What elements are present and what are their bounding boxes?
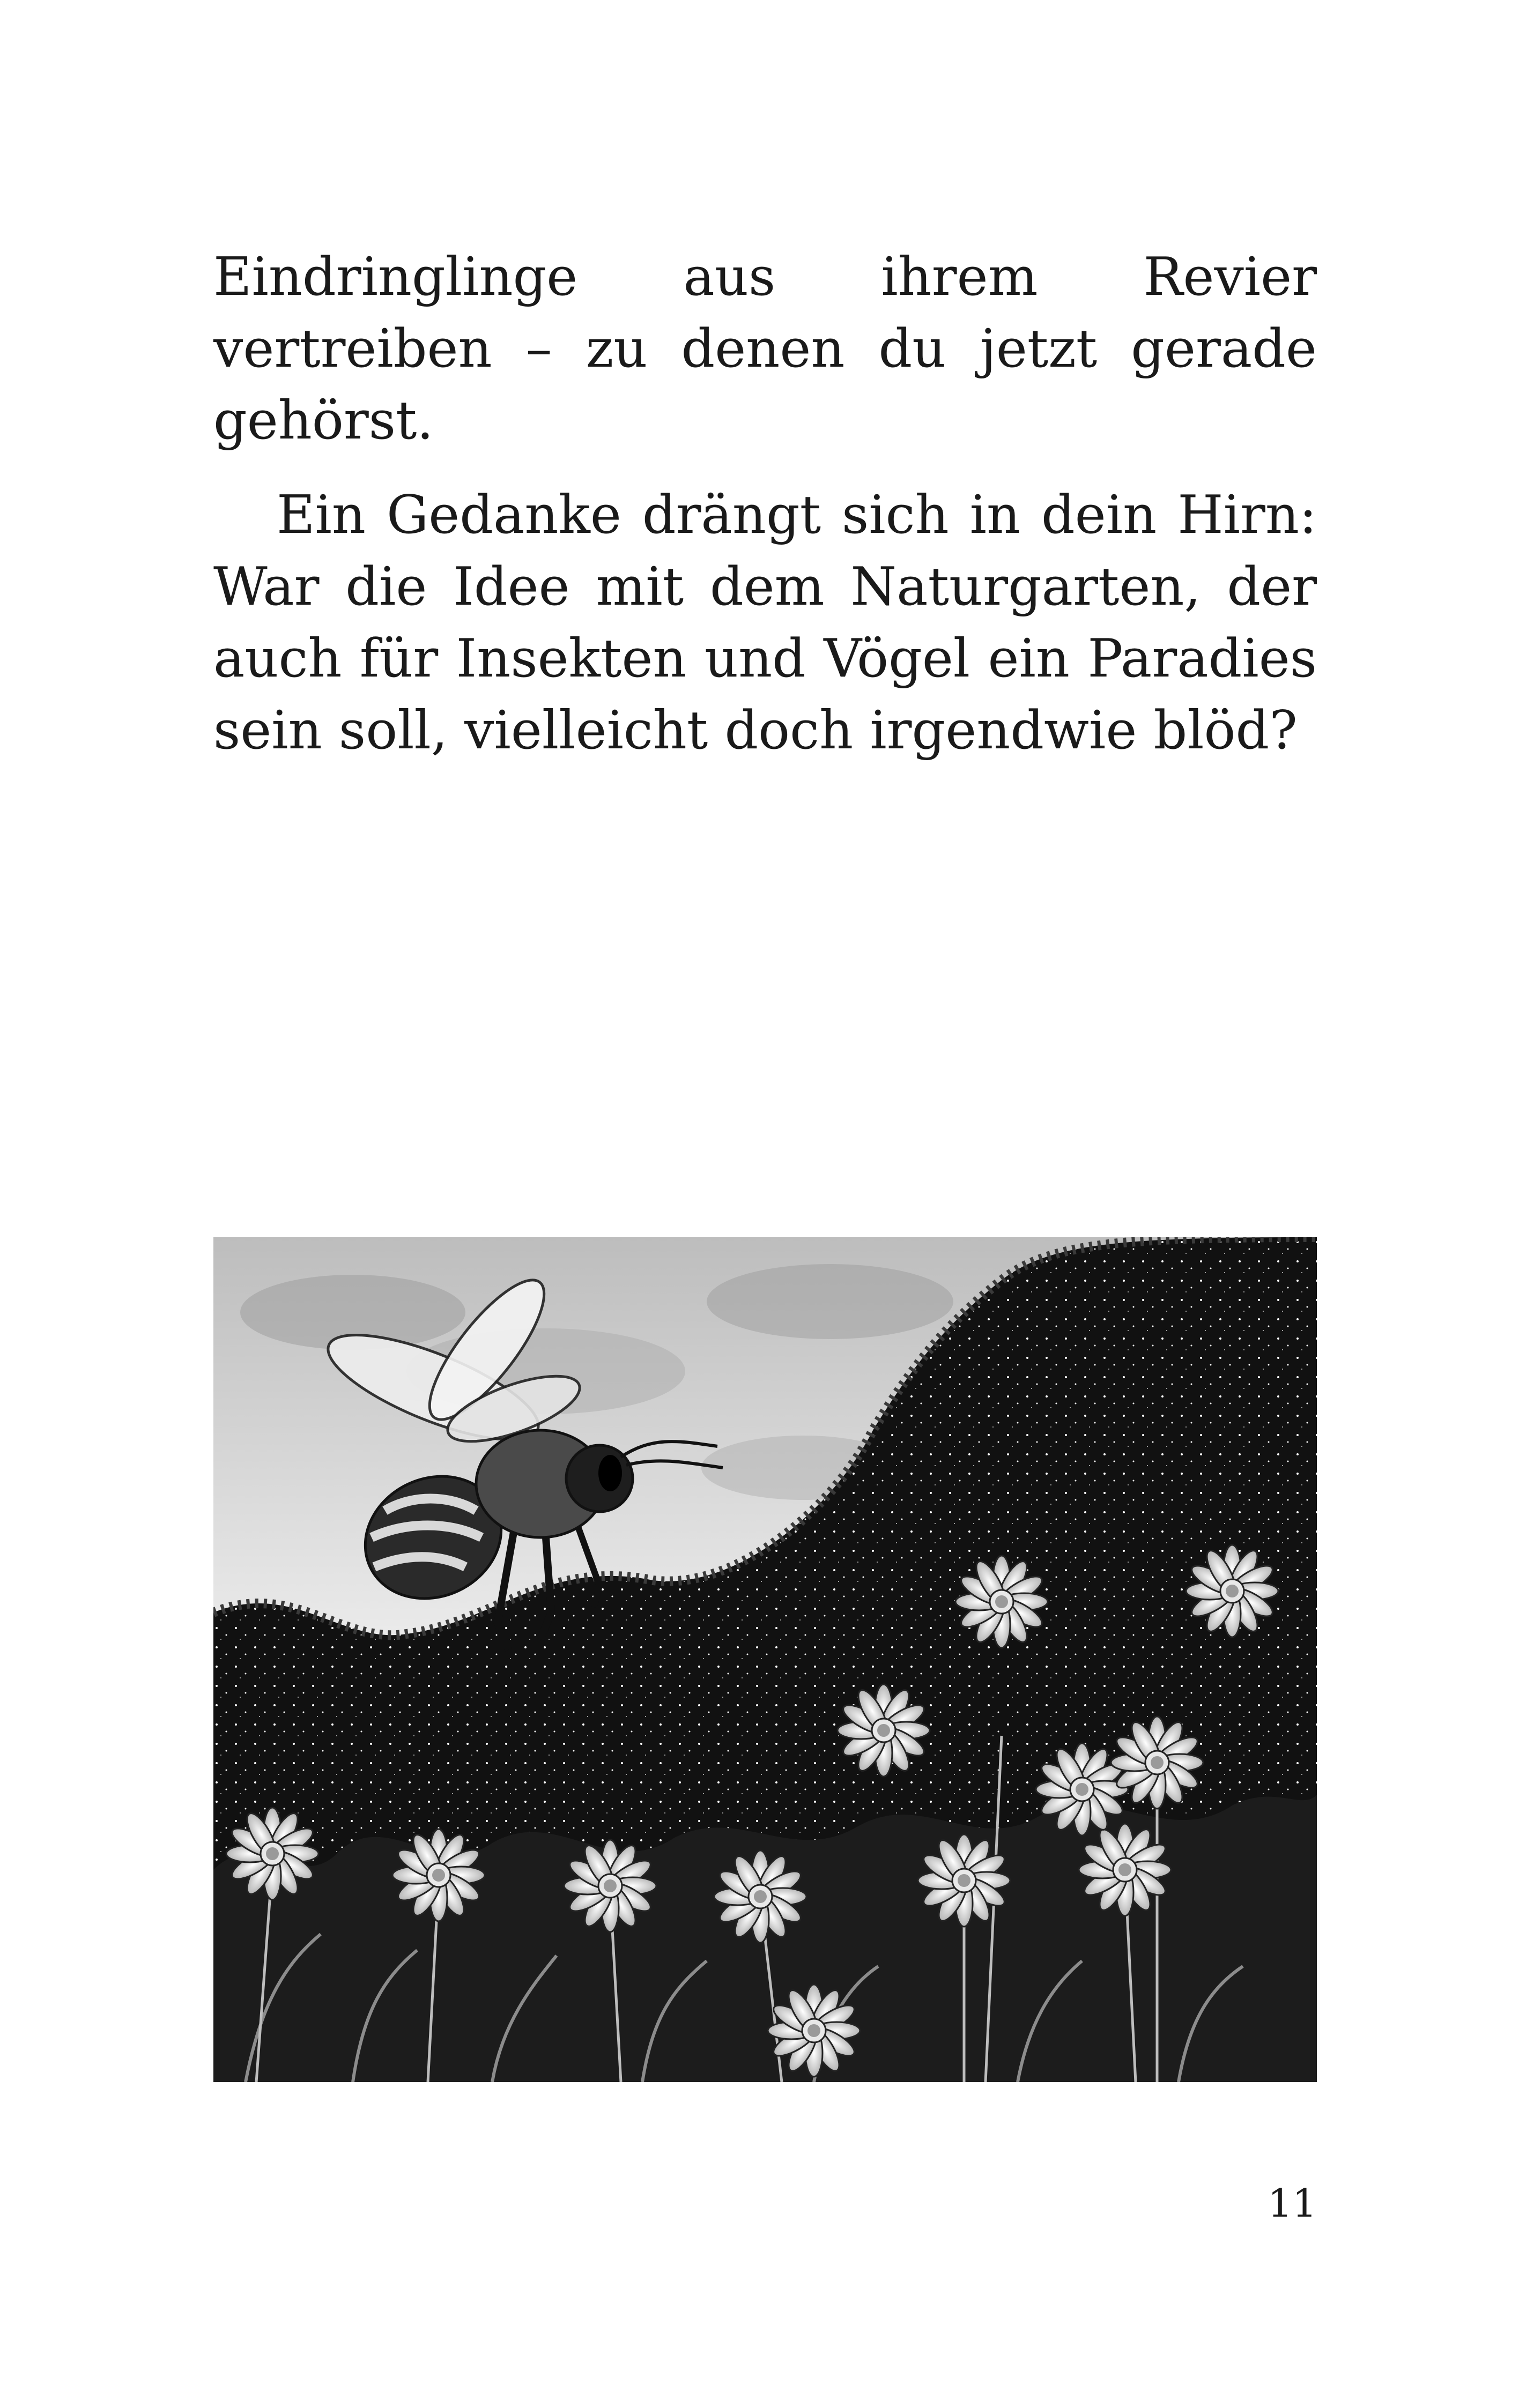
body-text — [213, 241, 1317, 767]
bee-meadow-illustration — [213, 1237, 1317, 2082]
cloud — [707, 1264, 953, 1339]
illustration-canvas — [213, 1237, 1317, 2082]
paragraph-thought: Ein Gedanke drängt sich in dein Hirn: War die Idee mit dem Naturgarten, der auch für Insekten und Vögel ein Paradies sein soll, vielleicht doch irgendwie blöd? — [213, 485, 1317, 761]
paragraph-continuation: Eindringlinge aus ihrem Revier vertreiben – zu denen du jetzt gerade gehörst. — [213, 247, 1317, 451]
page-number: 11 — [1268, 2181, 1317, 2226]
